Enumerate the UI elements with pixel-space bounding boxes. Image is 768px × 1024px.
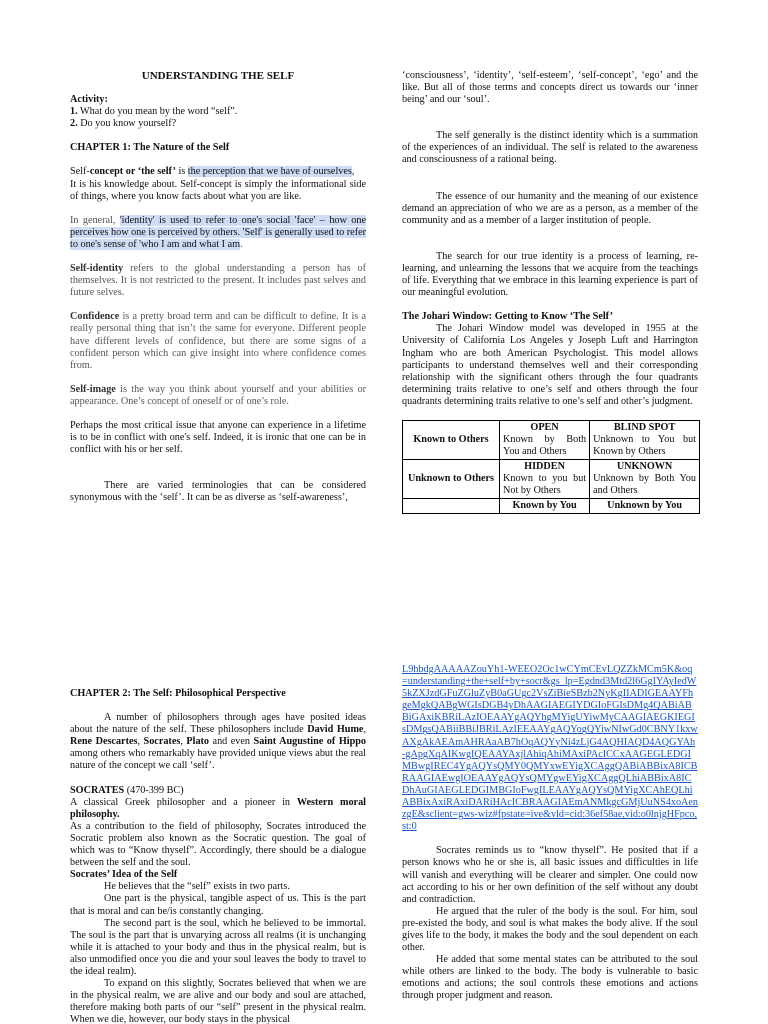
- johari-blind-spot-cell: BLIND SPOT Unknown to You but Known by Others: [590, 420, 700, 459]
- self-distinct-paragraph: The self generally is the distinct identity which is a summation of the experiences of an individual. The self is related to the awareness and consciousness of a rational being.: [402, 130, 698, 166]
- johari-unknown-by-you: Unknown by You: [590, 498, 700, 513]
- soul-ruler-paragraph: He argued that the ruler of the body is the soul. For him, soul pre-existed the body, and soul is what makes the body alive. If the soul gives life to the body, it makes the body and the soul dependent on each other.: [402, 905, 698, 954]
- page1-left-column: [70, 70, 366, 504]
- activity-question-2: 2. Do you know yourself?: [70, 118, 177, 130]
- johari-empty-cell: [403, 498, 500, 513]
- johari-unknown-cell: UNKNOWN Unknown by Both You and Others: [590, 459, 700, 498]
- search-paragraph: The search for our true identity is a process of learning, re-learning, and unlearning the lessons that we acquire from the teachings of life. Everything that we embrace in this learning experience is part of our meaningful evolution.: [402, 250, 698, 299]
- document-page-2: [0, 640, 768, 1024]
- table-row: [403, 420, 700, 459]
- activity-label: Activity:: [70, 94, 108, 106]
- johari-window-paragraph: The Johari Window model was developed in 1955 at the University of California Los Angeles y Joseph Luft and Harrington Ingham who are both American Psychologist. This model allows participants to understand themselves well and their corresponding relationship with the significant others through the four quadrants determining traits relative to one’s self and others through the four quadrants determining traits relative to one’s self and other’s judgment.: [402, 323, 698, 407]
- terminologies-continued: ‘consciousness’, ‘identity’, ‘self-esteem’, ‘self-concept’, ‘ego’ and the like. But all of those terms and concepts direct us towards our ‘inner being’ and our ‘soul’.: [402, 70, 698, 106]
- socrates-idea-heading: Socrates’ Idea of the Self: [70, 869, 178, 881]
- johari-open-cell: OPEN Known by Both You and Others: [500, 420, 590, 459]
- highlighted-text: the perception that we have of ourselves: [187, 166, 352, 178]
- confidence-paragraph: Confidence is a pretty broad term and can be difficult to define. It is a really personal thing that isn’t the same for everyone. Different people have different levels of confidence, but there are some signs of a confident person which can give insight into where confidence comes from.: [70, 311, 366, 371]
- conflict-paragraph: Perhaps the most critical issue that anyone can experience in a lifetime is to be in conflict with one's self. Indeed, it is ironic that one can be in conflict with his or her self.: [70, 419, 366, 456]
- chapter-1-heading: CHAPTER 1: The Nature of the Self: [70, 142, 230, 154]
- page1-right-column: [402, 70, 698, 514]
- activity-question-1: 1. What do you mean by the word “self”.: [70, 106, 238, 118]
- philosophers-intro-paragraph: A number of philosophers through ages have posited ideas about the nature of the self. These philosophers include David Hume, Rene Descartes, Socrates, Plato and even Saint Augustine of Hippo among others who remarkably have provided unique views abut the real nature of the concept we call ‘self’.: [70, 712, 366, 772]
- self-concept-explanation: It is his knowledge about. Self-concept is simply the informational side of things, where you know facts about what you are like.: [70, 178, 366, 202]
- johari-row-known-to-others: Known to Others: [403, 420, 500, 459]
- self-concept-paragraph: Self-concept or ‘the self’ is the perception that we have of ourselves,: [70, 166, 355, 178]
- johari-hidden-cell: HIDDEN Known to you but Not by Others: [500, 459, 590, 498]
- johari-window-table: [402, 420, 700, 514]
- identity-general-paragraph: In general, 'identity' is used to refer to one's social 'face' – how one perceives how one is perceived by others. 'Self' is generally used to refer to one's sense of 'who I am and what I am.: [70, 214, 366, 250]
- know-thyself-paragraph: Socrates reminds us to “know thyself”. He posited that if a person knows who he or she is, all basic issues and difficulties in life will vanish and everything will be clearer and simpler. One could now act according to his or her own definition of the self without any doubt and contradiction.: [402, 845, 698, 905]
- document-title: UNDERSTANDING THE SELF: [141, 70, 295, 82]
- johari-window-heading: The Johari Window: Getting to Know ‘The Self’: [402, 311, 614, 323]
- reference-link[interactable]: L9hbdgAAAAAZouYh1-WEEO2Oc1wCYmCEvLQZZkMCm5K&oq=understanding+the+self+by+socr&gs_lp=Egdnd3Mtd2l6GgIYAyIedW5kZXJzdGFuZGluZyB0aGUgc2VsZiBieSBzb2NyKgIIADIGEAAYFhgeMgkQABgWGIsDGB4yDhAAGIAEGIYDGIoFGIsDMg4QABiABBiGAxiKBRiLAzIOEAAYgAQYhgMYigUYiwMyCAAGIAEGKIEGIsDMgsQABiiBBiJBRiLAzIEEAAYgAQYogQYiwNIwGd0CBNY1kxwAXgAkAEAmAHRAaAB7hOqAQYyNi4zLjG4AQHIAQD4AQGYAh-gApgXqAIKwgIQEAAYAxjlAhiqAhiMAxiPAcICCxAAGEGLEDGIMBwgIREC4YgAQYsQMY0QMYxwEYigXCAggQABiABBixA8ICBRAAGIAEwgIOEAAYgAQYsQMYgwEYigXCAggQLhiABBixA8ICDhAuGIAEGLEDGIMBGIoFwgILEAAYgAQYsQMYigXCAhEQLhiABBixAxiRAxiDARiHAcICBRAAGIAEmANMkgcGMjUuNS4xoAenzgE&sclient=gws-wiz#fpstate=ive&vld=cid:36ef58ae,vid:o0lnjgHFpco,st:0: [402, 664, 699, 833]
- self-two-parts: He believes that the “self” exists in two parts.: [104, 881, 290, 893]
- socrates-heading: SOCRATES (470-399 BC): [70, 784, 184, 796]
- highlighted-text: 'identity' is used to refer to one's social 'face' – how one perceives how one is perceived by others. 'Self' is generally used to refer to one's sense of 'who I am and what I am: [70, 214, 366, 250]
- self-identity-paragraph: Self-identity refers to the global understanding a person has of themselves. It is not restricted to the present. It includes past selves and future selves.: [70, 263, 366, 299]
- table-row: [403, 459, 700, 498]
- page2-left-column: [70, 688, 366, 1024]
- johari-known-by-you: Known by You: [500, 498, 590, 513]
- johari-row-unknown-to-others: Unknown to Others: [403, 459, 500, 498]
- socrates-expand-paragraph: To expand on this slightly, Socrates believed that when we are in the physical realm, we are alive and our body and soul are attached, therefore making both parts of our “self” present in the physical realm. When we die, however, our body stays in the physical: [70, 978, 366, 1024]
- chapter-2-heading: CHAPTER 2: The Self: Philosophical Perspective: [70, 688, 286, 699]
- socrates-description: A classical Greek philosopher and a pioneer in Western moral philosophy.: [70, 796, 366, 820]
- self-image-paragraph: Self-image is the way you think about yourself and your abilities or appearance. One’s concept of oneself or of one’s role.: [70, 383, 366, 407]
- terminologies-paragraph: There are varied terminologies that can be considered synonymous with the ‘self’. It can be as diverse as ‘self-awareness’,: [70, 480, 366, 504]
- self-part-one: One part is the physical, tangible aspect of us. This is the part that is moral and can be/is constantly changing.: [70, 893, 366, 917]
- self-part-two: The second part is the soul, which he believed to be immortal. The soul is the part that is unvarying across all realms (it is unchanging while it is attached to your body and thus in the physical realm, but is also unmodified once you die and your soul leaves the body to travel to the ideal realm).: [70, 917, 366, 977]
- table-row: [403, 498, 700, 513]
- page2-right-column: [402, 664, 698, 1003]
- mental-states-paragraph: He added that some mental states can be attributed to the soul while others are linked to the body. The body is vulnerable to basic emotions and actions; the soul controls these emotions and actions through proper judgment and reason.: [402, 954, 698, 1002]
- socrates-contribution: As a contribution to the field of philosophy, Socrates introduced the Socratic problem also known as the Socratic question. The goal of which was to “Know thyself”. Accordingly, there should be a dialogue between the self and the soul.: [70, 820, 366, 869]
- essence-paragraph: The essence of our humanity and the meaning of our existence demand an appreciation of who we are as a person, as a member of the community and as a member of a larger institution of people.: [402, 190, 698, 226]
